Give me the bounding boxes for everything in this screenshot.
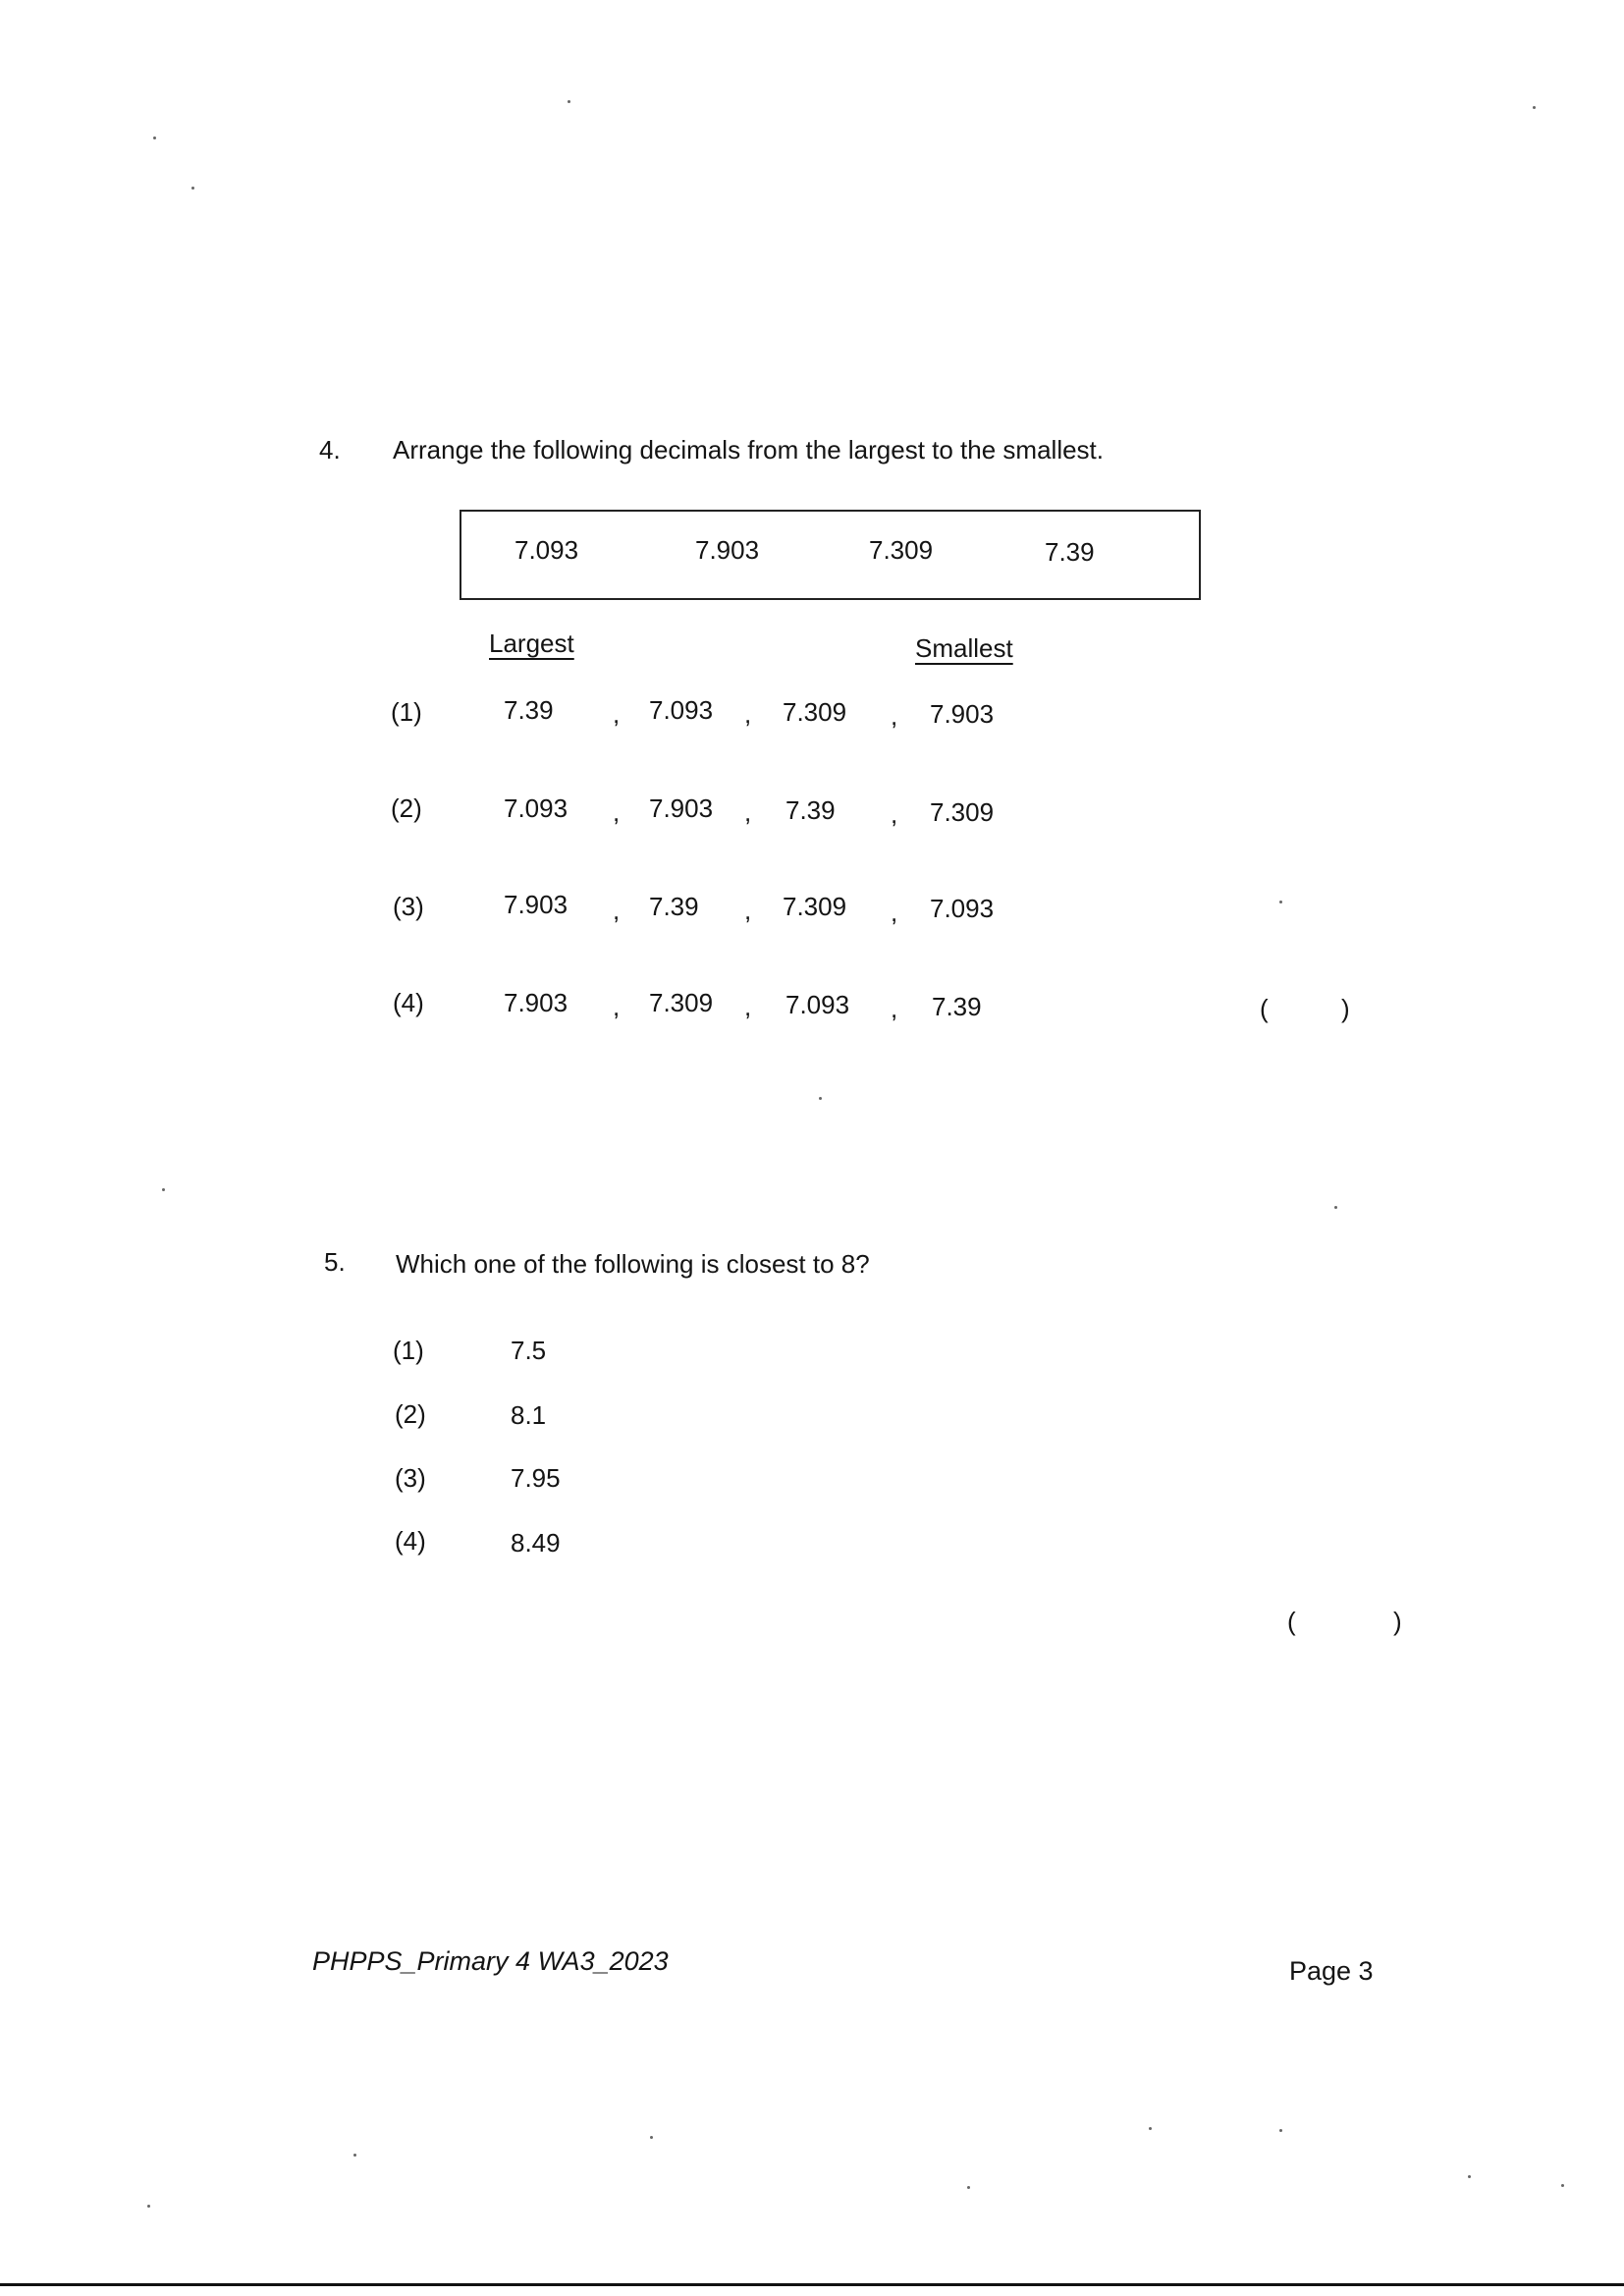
separator: , [744, 896, 752, 925]
option-value: 7.39 [932, 992, 982, 1021]
separator: , [891, 799, 898, 829]
q5-text: Which one of the following is closest to 8? [396, 1249, 870, 1279]
separator: , [744, 992, 752, 1021]
option-value: 7.309 [930, 797, 995, 827]
option-value: 7.093 [649, 695, 714, 725]
separator: , [891, 994, 898, 1023]
option-label: (3) [395, 1463, 426, 1493]
option-value: 7.093 [930, 894, 995, 923]
separator: , [891, 701, 898, 731]
q4-box-value: 7.093 [514, 535, 579, 565]
q4-text: Arrange the following decimals from the largest to the smallest. [393, 435, 1105, 465]
option-value: 7.903 [930, 699, 995, 729]
footer-page-number: Page 3 [1289, 1956, 1374, 1986]
option-label: (3) [393, 892, 424, 921]
option-label: (4) [393, 988, 424, 1017]
option-label: (4) [395, 1526, 426, 1556]
q4-box-value: 7.39 [1045, 537, 1095, 567]
option-value: 7.309 [783, 892, 847, 921]
separator: , [613, 797, 621, 827]
separator: , [613, 992, 621, 1021]
separator: , [613, 896, 621, 925]
option-label: (2) [395, 1399, 426, 1429]
option-value: 8.49 [511, 1528, 561, 1558]
option-value: 7.309 [783, 697, 847, 727]
separator: , [744, 797, 752, 827]
q4-number: 4. [319, 435, 341, 465]
option-label: (1) [391, 697, 422, 727]
q4-number-box [460, 510, 1201, 600]
option-label: (1) [393, 1336, 424, 1365]
option-label: (2) [391, 793, 422, 823]
answer-close-paren: ) [1341, 994, 1350, 1023]
option-value: 7.39 [649, 892, 699, 921]
separator: , [744, 699, 752, 729]
option-value: 8.1 [511, 1400, 547, 1430]
option-value: 7.5 [511, 1336, 547, 1365]
answer-open-paren: ( [1287, 1607, 1296, 1636]
separator: , [613, 699, 621, 729]
smallest-label: Smallest [915, 633, 1013, 663]
q4-box-value: 7.309 [869, 535, 934, 565]
option-value: 7.95 [511, 1463, 561, 1493]
option-value: 7.093 [504, 793, 568, 823]
largest-label: Largest [489, 629, 574, 658]
footer-exam-code: PHPPS_Primary 4 WA3_2023 [312, 1946, 669, 1976]
option-value: 7.903 [649, 793, 714, 823]
option-value: 7.903 [504, 988, 568, 1017]
option-value: 7.309 [649, 988, 714, 1017]
option-value: 7.39 [785, 795, 836, 825]
option-value: 7.093 [785, 990, 850, 1019]
option-value: 7.39 [504, 695, 554, 725]
q4-box-value: 7.903 [695, 535, 760, 565]
separator: , [891, 898, 898, 927]
answer-open-paren: ( [1260, 994, 1269, 1023]
q5-number: 5. [324, 1247, 346, 1277]
option-value: 7.903 [504, 890, 568, 919]
answer-close-paren: ) [1393, 1607, 1402, 1636]
bottom-rule [0, 2283, 1624, 2286]
